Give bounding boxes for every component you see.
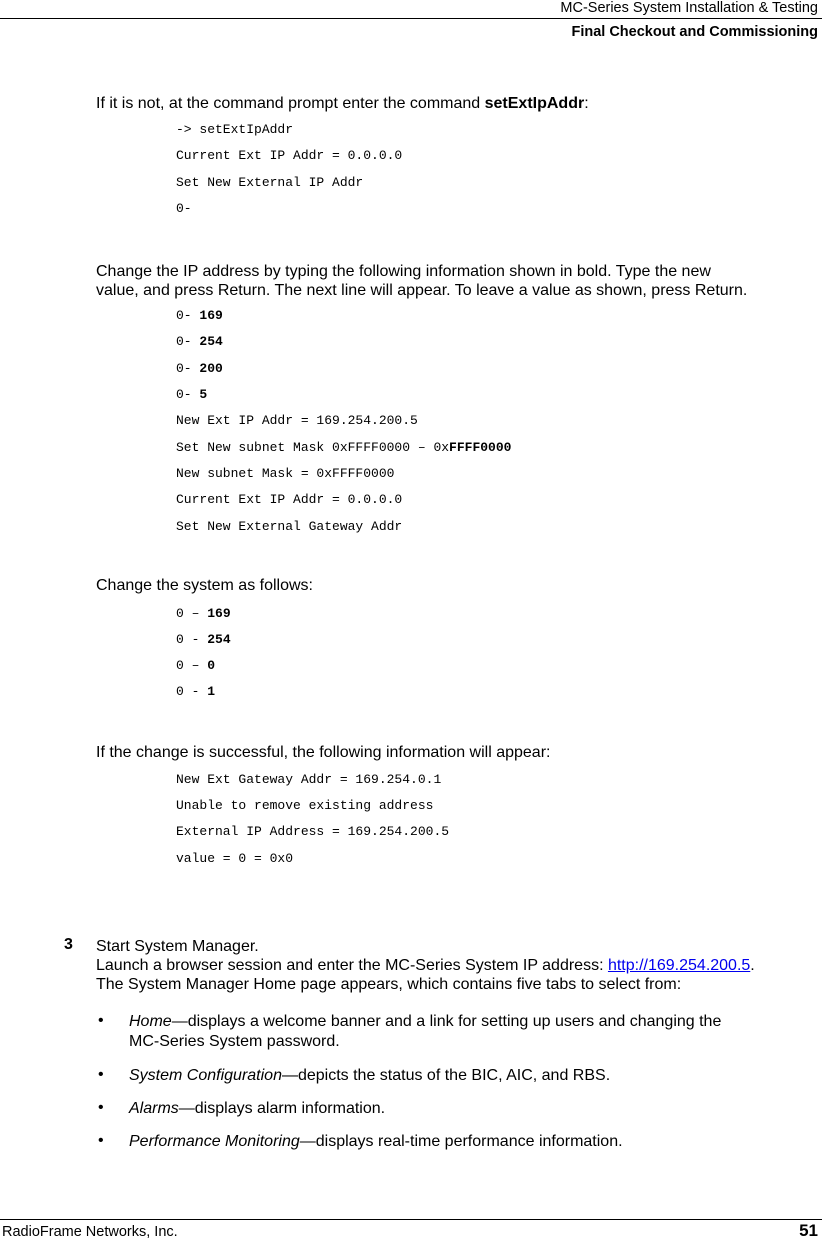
bullet-icon: • xyxy=(98,1099,104,1116)
bullet-icon: • xyxy=(98,1132,104,1149)
step-tabs-intro: The System Manager Home page appears, which contains five tabs to select from: xyxy=(96,976,682,993)
code-line: 0 – 0 xyxy=(176,658,216,673)
intro-suffix: : xyxy=(584,95,589,112)
intro-paragraph xyxy=(96,94,816,113)
step-3-text xyxy=(96,937,816,994)
code-line: New Ext Gateway Addr = 169.254.0.1 xyxy=(176,772,442,787)
step-launch-line: Launch a browser session and enter the MC-Series System IP address: http://169.254.200.5. xyxy=(96,957,755,974)
paragraph-change-system: Change the system as follows: xyxy=(96,577,313,594)
code-line: 0- 5 xyxy=(176,387,208,402)
paragraph-change-ip xyxy=(96,262,816,300)
header-title: MC-Series System Installation & Testing xyxy=(560,0,818,16)
bullet-home: Home—displays a welcome banner and a link for setting up users and changing the MC-Series System password. xyxy=(129,1013,722,1050)
para-line: Change the IP address by typing the following information shown in bold. Type the new xyxy=(96,263,711,280)
bullet-system-configuration: System Configuration—depicts the status of the BIC, AIC, and RBS. xyxy=(129,1067,611,1084)
intro-command: setExtIpAddr xyxy=(484,95,585,112)
code-line: External IP Address = 169.254.200.5 xyxy=(176,824,450,839)
code-line: Current Ext IP Addr = 0.0.0.0 xyxy=(176,492,403,507)
page-number: 51 xyxy=(799,1221,818,1240)
step-title: Start System Manager. xyxy=(96,938,259,955)
ip-address-link[interactable]: http://169.254.200.5 xyxy=(607,957,751,974)
bullet-performance-monitoring: Performance Monitoring—displays real-time performance information. xyxy=(129,1133,623,1150)
para-line: value, and press Return. The next line will appear. To leave a value as shown, press Return. xyxy=(96,282,748,299)
code-line: 0- 200 xyxy=(176,361,223,376)
code-line: Unable to remove existing address xyxy=(176,798,434,813)
code-line: -> setExtIpAddr xyxy=(176,122,294,137)
code-line: 0 - 254 xyxy=(176,632,231,647)
code-line: Set New External IP Addr xyxy=(176,175,364,190)
code-line: 0 – 169 xyxy=(176,606,231,621)
header-rule xyxy=(0,18,822,19)
code-line: 0 - 1 xyxy=(176,684,216,699)
paragraph-success: If the change is successful, the following information will appear: xyxy=(96,744,551,761)
code-line: value = 0 = 0x0 xyxy=(176,851,294,866)
step-number: 3 xyxy=(64,936,73,953)
code-line: 0- xyxy=(176,201,192,216)
code-line: Current Ext IP Addr = 0.0.0.0 xyxy=(176,148,403,163)
code-line: 0- 254 xyxy=(176,334,223,349)
code-line: New subnet Mask = 0xFFFF0000 xyxy=(176,466,395,481)
footer-rule xyxy=(0,1219,822,1220)
intro-text: If it is not, at the command prompt enter the command xyxy=(96,95,485,112)
bullet-icon: • xyxy=(98,1012,104,1029)
code-line: Set New subnet Mask 0xFFFF0000 – 0xFFFF0000 xyxy=(176,440,512,455)
code-line: Set New External Gateway Addr xyxy=(176,519,403,534)
bullet-alarms: Alarms—displays alarm information. xyxy=(129,1100,386,1117)
footer-company: RadioFrame Networks, Inc. xyxy=(2,1224,178,1240)
code-line: 0- 169 xyxy=(176,308,223,323)
header-section: Final Checkout and Commissioning xyxy=(571,24,818,40)
bullet-icon: • xyxy=(98,1066,104,1083)
code-line: New Ext IP Addr = 169.254.200.5 xyxy=(176,413,418,428)
